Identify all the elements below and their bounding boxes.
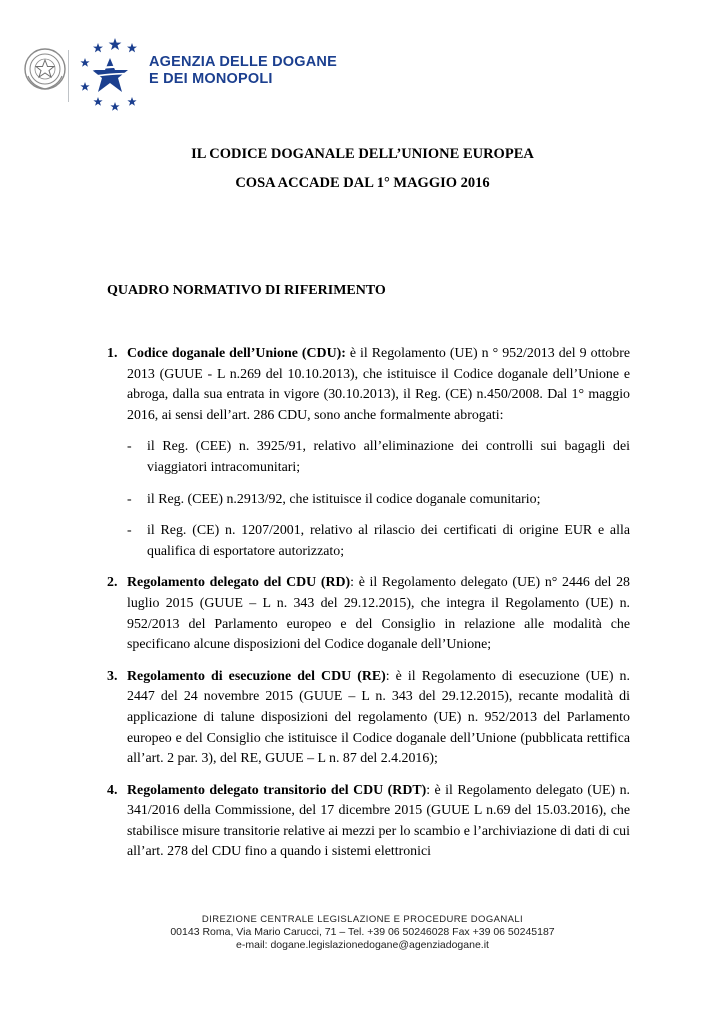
sub-item-text: il Reg. (CEE) n. 3925/91, relativo all’eliminazione dei controlli sui bagagli dei viaggiatori intracomunitari; [147,439,630,475]
sub-list-item [107,490,630,511]
list-item [107,667,630,770]
item-title: Codice doganale dell’Unione (CDU): [127,346,346,361]
item-text [127,573,630,655]
item-text [127,667,630,770]
italian-republic-emblem-icon [22,46,68,92]
item-number: 3. [107,668,118,684]
title-line1: IL CODICE DOGANALE DELL’UNIONE EUROPEA [191,146,534,162]
dash-bullet: - [127,523,132,539]
regulation-list [107,344,630,874]
list-item [107,781,630,863]
item-body: : è il Regolamento delegato (UE) n° 2446 del 28 luglio 2015 (GUUE – L n. 343 del 29.12.2015), che integra il Regolamento (UE) n. 952/2013 del Parlamento europeo e del Consiglio in relazione alle modalità che specificano alcune disposizioni del Codice doganale dell’Unione; [127,575,630,653]
title-line2: COSA ACCADE DAL 1° MAGGIO 2016 [235,175,490,191]
item-text [127,344,630,426]
agency-name-line1: AGENZIA DELLE DOGANE [149,54,337,70]
item-body: : è il Regolamento di esecuzione (UE) n. 2447 del 24 novembre 2015 (GUUE – L n. 343 del 29.12.2015), recante modalità di applicazione di talune disposizioni del regolamento (UE) n. 952/2013 del Parlamento europeo e del Consiglio che istituisce il Codice doganale dell’Unione (pubblicata rettifica all’art. 2 par. 3), del RE, GUUE – L n. 87 del 2.4.2016); [127,668,630,767]
agency-name [149,54,337,88]
letterhead [20,28,420,108]
item-body: è il Regolamento (UE) n ° 952/2013 del 9 ottobre 2013 (GUUE - L n.269 del 10.10.2013), che istituisce il Codice doganale dell’Unione e abroga, dalla sua entrata in vigore (30.10.2013), il Reg. (CE) n.450/2008. Dal 1° maggio 2016, ai sensi dell’art. 286 CDU, sono anche formalmente abrogati: [127,346,630,423]
footer-department: DIREZIONE CENTRALE LEGISLAZIONE E PROCEDURE DOGANALI [201,914,524,925]
dash-bullet: - [127,491,132,507]
item-number: 1. [107,346,118,361]
letterhead-divider [68,50,69,102]
document-title [0,140,725,198]
sub-list-item [107,521,630,562]
list-item [107,573,630,655]
page-footer [0,913,725,952]
item-title: Regolamento di esecuzione del CDU (RE) [127,668,386,684]
list-item [107,344,630,426]
item-number: 4. [107,782,118,798]
footer-address: 00143 Roma, Via Mario Carucci, 71 – Tel. +39 06 50246028 Fax +39 06 50245187 [170,926,555,938]
item-title: Regolamento delegato del CDU (RD) [127,575,351,591]
footer-email: e-mail: dogane.legislazionedogane@agenziadogane.it [236,939,489,951]
item-number: 2. [107,575,118,591]
sub-item-text: il Reg. (CE) n. 1207/2001, relativo al rilascio dei certificati di origine EUR e alla qualifica di esportatore autorizzato; [147,523,630,559]
item-body: : è il Regolamento delegato (UE) n. 341/2016 della Commissione, del 17 dicembre 2015 (GUUE L n.69 del 15.03.2016), che stabilisce misure transitorie relative ai mezzi per lo scambio e l’archiviazione di dati di cui all’art. 278 del CDU fino a quando i sistemi elettronici [127,782,630,860]
sub-item-text: il Reg. (CEE) n.2913/92, che istituisce il codice doganale comunitario; [147,491,541,507]
item-text [127,781,630,863]
item-title: Regolamento delegato transitorio del CDU (RDT) [127,782,427,798]
agency-name-line2: E DEI MONOPOLI [149,71,273,87]
sub-list-item [107,437,630,478]
dash-bullet: - [127,439,132,455]
section-heading: QUADRO NORMATIVO DI RIFERIMENTO [107,283,386,298]
star-circle-logo-icon [76,34,154,112]
